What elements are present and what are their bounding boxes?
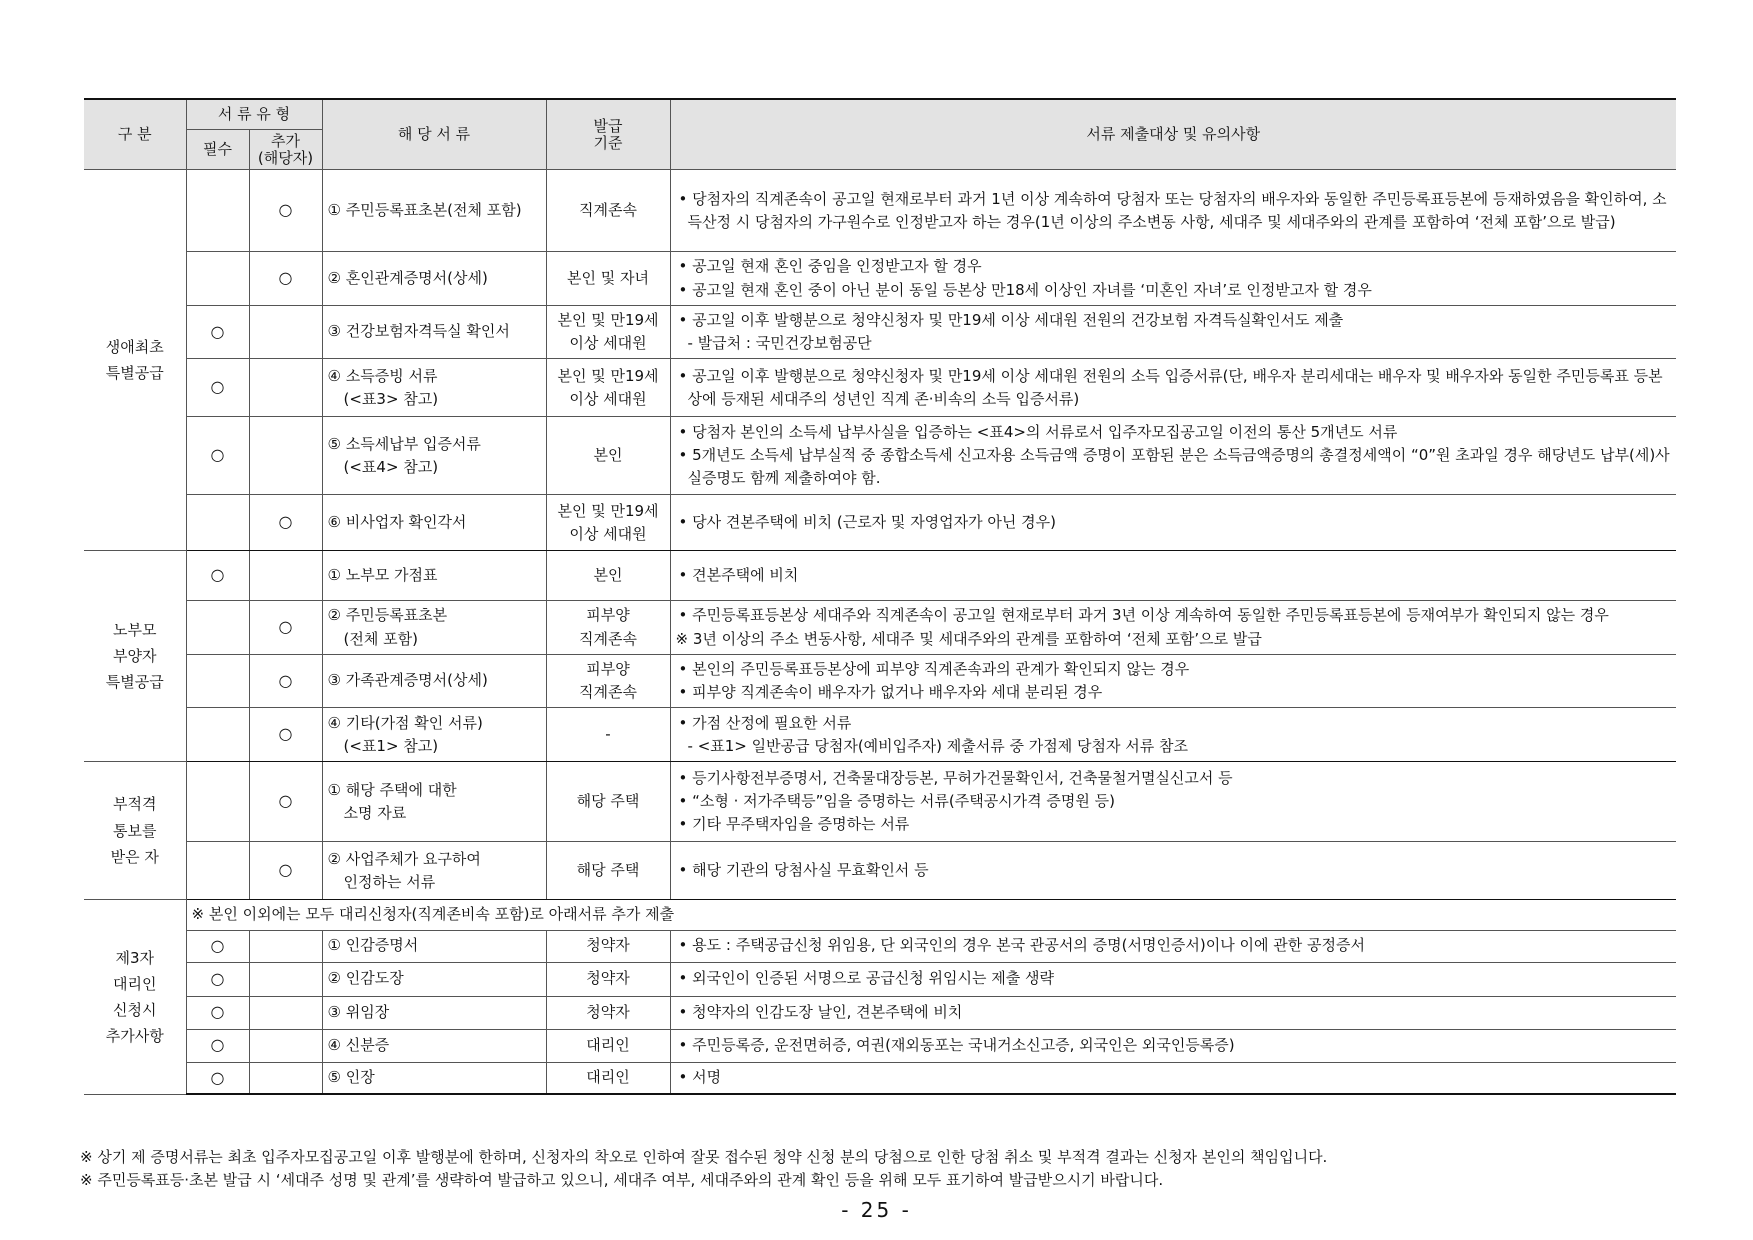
table-row <box>84 1029 1676 1062</box>
additional-mark <box>249 305 322 359</box>
notes-cell <box>670 495 1676 551</box>
document-name-line: ① 노부모 가점표 <box>327 566 438 585</box>
issuance-basis: 본인 및 만19세 이상 세대원 <box>546 359 670 417</box>
table-row <box>84 170 1676 252</box>
table-row <box>84 842 1676 900</box>
table-row <box>84 708 1676 762</box>
issuance-basis: 해당 주택 <box>546 842 670 900</box>
note-line: • 5개년도 소득세 납부실적 중 종합소득세 신고자용 소득금액 증명이 포함된 분은 소득금액증명의 총결정세액이 “0”원 초과일 경우 해당년도 납부(세)사실증명도 함께 제출하여야 함. <box>678 446 1670 488</box>
table-row <box>84 996 1676 1029</box>
note-line: • 가점 산정에 필요한 서류 <box>678 713 852 732</box>
required-mark: ○ <box>186 417 249 495</box>
note-line: - 발급처 : 국민건강보험공단 <box>687 334 872 352</box>
required-mark: ○ <box>186 1029 249 1062</box>
additional-mark: ○ <box>249 252 322 306</box>
note-line: • 기타 무주택자임을 증명하는 서류 <box>678 815 910 834</box>
note-line: • 공고일 현재 혼인 중임을 인정받고자 할 경우 <box>678 257 982 276</box>
note-line: • 해당 기관의 당첨사실 무효확인서 등 <box>678 861 929 880</box>
additional-mark <box>249 1062 322 1094</box>
table-row <box>84 930 1676 962</box>
document-name <box>322 601 546 655</box>
proxy-note-row <box>84 900 1676 930</box>
note-line: • “소형 · 저가주택등”임을 증명하는 서류(주택공시가격 증명원 등) <box>678 792 1116 811</box>
note-line: • 주민등록표등본상 세대주와 직계존속이 공고일 현재로부터 과거 3년 이상 계속하여 동일한 주민등록표등본에 등재여부가 확인되지 않는 경우 <box>678 606 1609 625</box>
document-name-line: ② 사업주체가 요구하여 <box>327 849 481 868</box>
note-line: • 피부양 직계존속이 배우자가 없거나 배우자와 세대 분리된 경우 <box>678 683 1103 701</box>
section-category: 부적격 통보를 받은 자 <box>84 762 186 900</box>
document-name <box>322 1062 546 1094</box>
notes-cell <box>670 762 1676 842</box>
note-line: • 당사 견본주택에 비치 (근로자 및 자영업자가 아닌 경우) <box>678 513 1056 532</box>
note-line: • 주민등록증, 운전면허증, 여권(재외동포는 국내거소신고증, 외국인은 외국인등록증) <box>678 1035 1235 1054</box>
note-line: • 공고일 이후 발행분으로 청약신청자 및 만19세 이상 세대원 전원의 건강보험 자격득실확인서도 제출 <box>678 310 1344 329</box>
document-name-line: ⑥ 비사업자 확인각서 <box>327 513 467 532</box>
notes-cell <box>670 708 1676 762</box>
issuance-basis: 대리인 <box>546 1062 670 1094</box>
notes-cell <box>670 170 1676 252</box>
document-name <box>322 551 546 601</box>
additional-mark <box>249 930 322 962</box>
issuance-basis: 청약자 <box>546 962 670 996</box>
document-name-line: ⑤ 소득세납부 입증서류 <box>327 434 481 453</box>
additional-mark <box>249 996 322 1029</box>
table-header <box>84 99 1676 170</box>
table-row <box>84 417 1676 495</box>
header-document: 해 당 서 류 <box>322 99 546 170</box>
proxy-note: ※ 본인 이외에는 모두 대리신청자(직계존비속 포함)로 아래서류 추가 제출 <box>186 900 1676 930</box>
required-mark <box>186 601 249 655</box>
note-line: • 외국인이 인증된 서명으로 공급신청 위임시는 제출 생략 <box>678 969 1055 988</box>
additional-mark <box>249 962 322 996</box>
required-mark <box>186 708 249 762</box>
required-mark <box>186 252 249 306</box>
header-doc-type: 서 류 유 형 <box>186 99 322 130</box>
notes-cell <box>670 359 1676 417</box>
notes-cell <box>670 842 1676 900</box>
additional-mark <box>249 1029 322 1062</box>
additional-mark <box>249 417 322 495</box>
document-name-line: (<표3> 참고) <box>343 389 439 408</box>
required-mark <box>186 170 249 252</box>
required-mark: ○ <box>186 551 249 601</box>
footer-note: ※ 주민등록표등·초본 발급 시 ‘세대주 성명 및 관계’를 생략하여 발급하고 있으니, 세대주 여부, 세대주와의 관계 확인 등을 위해 모두 표기하여 발급받으시기 바랍니다. <box>80 1171 1164 1189</box>
notes-cell <box>670 1029 1676 1062</box>
required-mark <box>186 762 249 842</box>
section-category: 노부모 부양자 특별공급 <box>84 551 186 762</box>
additional-mark <box>249 359 322 417</box>
additional-mark <box>249 551 322 601</box>
document-name-line: ⑤ 인장 <box>327 1068 375 1087</box>
additional-mark: ○ <box>249 495 322 551</box>
document-name <box>322 708 546 762</box>
notes-cell <box>670 962 1676 996</box>
notes-cell <box>670 654 1676 708</box>
additional-mark: ○ <box>249 842 322 900</box>
document-name <box>322 996 546 1029</box>
table-row <box>84 305 1676 359</box>
issuance-basis: 피부양 직계존속 <box>546 601 670 655</box>
additional-mark: ○ <box>249 654 322 708</box>
note-line: • 당첨자의 직계존속이 공고일 현재로부터 과거 1년 이상 계속하여 당첨자 또는 당첨자의 배우자와 동일한 주민등록표등본에 등재하였음을 확인하여, 소득산정 시 당첨자의 가구원수로 인정받고자 하는 경우(1년 이상의 주소변동 사항, 세대주 및 세대주와의 관계를 포함하여 ‘전체 포함’으로 발급) <box>678 189 1667 231</box>
document-name-line: ③ 가족관계증명서(상세) <box>327 671 488 690</box>
document-name <box>322 654 546 708</box>
additional-mark: ○ <box>249 170 322 252</box>
document-name-line: ① 해당 주택에 대한 <box>327 780 457 799</box>
document-name-line: ④ 신분증 <box>327 1035 390 1054</box>
document-name-line: ④ 소득증빙 서류 <box>327 366 438 385</box>
note-line: • 공고일 현재 혼인 중이 아닌 분이 동일 등본상 만18세 이상인 자녀를 ‘미혼인 자녀’로 인정받고자 할 경우 <box>678 280 1372 299</box>
issuance-basis: - <box>546 708 670 762</box>
additional-mark: ○ <box>249 601 322 655</box>
document-name-line: ② 인감도장 <box>327 969 404 988</box>
document-name <box>322 417 546 495</box>
note-line: • 공고일 이후 발행분으로 청약신청자 및 만19세 이상 세대원 전원의 소득 입증서류(단, 배우자 분리세대는 배우자 및 배우자와 동일한 주민등록표 등본상에 등재된 세대주의 성년인 직계 존·비속의 소득 입증서류) <box>678 366 1663 408</box>
section-category: 생애최초 특별공급 <box>84 170 186 551</box>
document-name-line: 인정하는 서류 <box>343 872 436 891</box>
notes-cell <box>670 551 1676 601</box>
header-notes: 서류 제출대상 및 유의사항 <box>670 99 1676 170</box>
note-line: • 청약자의 인감도장 날인, 견본주택에 비치 <box>678 1002 963 1021</box>
required-mark: ○ <box>186 305 249 359</box>
table-row <box>84 359 1676 417</box>
notes-cell <box>670 601 1676 655</box>
issuance-basis: 본인 및 만19세 이상 세대원 <box>546 495 670 551</box>
note-line: ※ 3년 이상의 주소 변동사항, 세대주 및 세대주와의 관계를 포함하여 ‘전체 포함’으로 발급 <box>675 629 1262 648</box>
required-mark <box>186 654 249 708</box>
note-line: • 당첨자 본인의 소득세 납부사실을 입증하는 <표4>의 서류로서 입주자모집공고일 이전의 통산 5개년도 서류 <box>678 422 1398 441</box>
issuance-basis: 피부양 직계존속 <box>546 654 670 708</box>
notes-cell <box>670 305 1676 359</box>
document-name-line: (<표1> 참고) <box>343 736 439 755</box>
page-number: - 25 - <box>841 1198 912 1222</box>
table-row <box>84 551 1676 601</box>
document-table <box>84 98 1676 1095</box>
notes-cell <box>670 930 1676 962</box>
additional-mark: ○ <box>249 708 322 762</box>
issuance-basis: 대리인 <box>546 1029 670 1062</box>
required-mark <box>186 842 249 900</box>
document-name-line: ④ 기타(가점 확인 서류) <box>327 713 483 732</box>
note-line: • 견본주택에 비치 <box>678 566 799 585</box>
table-row <box>84 495 1676 551</box>
issuance-basis: 직계존속 <box>546 170 670 252</box>
required-mark: ○ <box>186 962 249 996</box>
document-name-line: ② 혼인관계증명서(상세) <box>327 268 488 287</box>
document-name <box>322 962 546 996</box>
table-row <box>84 962 1676 996</box>
document-name-line: ③ 건강보험자격득실 확인서 <box>327 322 510 341</box>
document-name-line: (전체 포함) <box>343 629 418 648</box>
document-name-line: (<표4> 참고) <box>343 457 439 476</box>
notes-cell <box>670 1062 1676 1094</box>
table-row <box>84 654 1676 708</box>
document-name-line: ① 주민등록표초본(전체 포함) <box>327 201 522 220</box>
issuance-basis: 본인 <box>546 417 670 495</box>
document-name <box>322 842 546 900</box>
header-additional: 추가 (해당자) <box>249 130 322 170</box>
footer-note: ※ 상기 제 증명서류는 최초 입주자모집공고일 이후 발행분에 한하며, 신청자의 착오로 인하여 잘못 접수된 청약 신청 분의 당첨으로 인한 당첨 취소 및 부적격 결과는 신청자 본인의 책임입니다. <box>80 1148 1328 1166</box>
issuance-basis: 본인 및 만19세 이상 세대원 <box>546 305 670 359</box>
note-line: - <표1> 일반공급 당첨자(예비입주자) 제출서류 중 가점제 당첨자 서류 참조 <box>687 736 1188 755</box>
header-required: 필수 <box>186 130 249 170</box>
notes-cell <box>670 417 1676 495</box>
table-row <box>84 252 1676 306</box>
document-name <box>322 1029 546 1062</box>
required-mark: ○ <box>186 1062 249 1094</box>
note-line: • 용도 : 주택공급신청 위임용, 단 외국인의 경우 본국 관공서의 증명(서명인증서)이나 이에 관한 공정증서 <box>678 936 1365 955</box>
note-line: • 등기사항전부증명서, 건축물대장등본, 무허가건물확인서, 건축물철거멸실신고서 등 <box>678 768 1233 787</box>
document-name <box>322 305 546 359</box>
document-name <box>322 762 546 842</box>
note-line: • 서명 <box>678 1068 722 1087</box>
section-category: 제3자 대리인 신청시 추가사항 <box>84 900 186 1095</box>
issuance-basis: 본인 및 자녀 <box>546 252 670 306</box>
document-name <box>322 359 546 417</box>
issuance-basis: 본인 <box>546 551 670 601</box>
header-basis: 발급 기준 <box>546 99 670 170</box>
issuance-basis: 해당 주택 <box>546 762 670 842</box>
table-row <box>84 1062 1676 1094</box>
note-line: • 본인의 주민등록표등본상에 피부양 직계존속과의 관계가 확인되지 않는 경우 <box>678 659 1190 678</box>
document-name <box>322 495 546 551</box>
document-name-line: ② 주민등록표초본 <box>327 606 448 625</box>
document-name-line: 소명 자료 <box>343 803 407 822</box>
document-name <box>322 170 546 252</box>
document-name <box>322 930 546 962</box>
document-name-line: ① 인감증명서 <box>327 936 419 955</box>
document-name-line: ③ 위임장 <box>327 1002 390 1021</box>
required-mark: ○ <box>186 996 249 1029</box>
required-mark: ○ <box>186 359 249 417</box>
required-mark <box>186 495 249 551</box>
required-mark: ○ <box>186 930 249 962</box>
notes-cell <box>670 252 1676 306</box>
issuance-basis: 청약자 <box>546 996 670 1029</box>
notes-cell <box>670 996 1676 1029</box>
additional-mark: ○ <box>249 762 322 842</box>
table-row <box>84 762 1676 842</box>
header-category: 구 분 <box>84 99 186 170</box>
issuance-basis: 청약자 <box>546 930 670 962</box>
table-body <box>84 170 1676 1095</box>
table-row <box>84 601 1676 655</box>
footer-notes <box>80 1146 1680 1192</box>
document-name <box>322 252 546 306</box>
